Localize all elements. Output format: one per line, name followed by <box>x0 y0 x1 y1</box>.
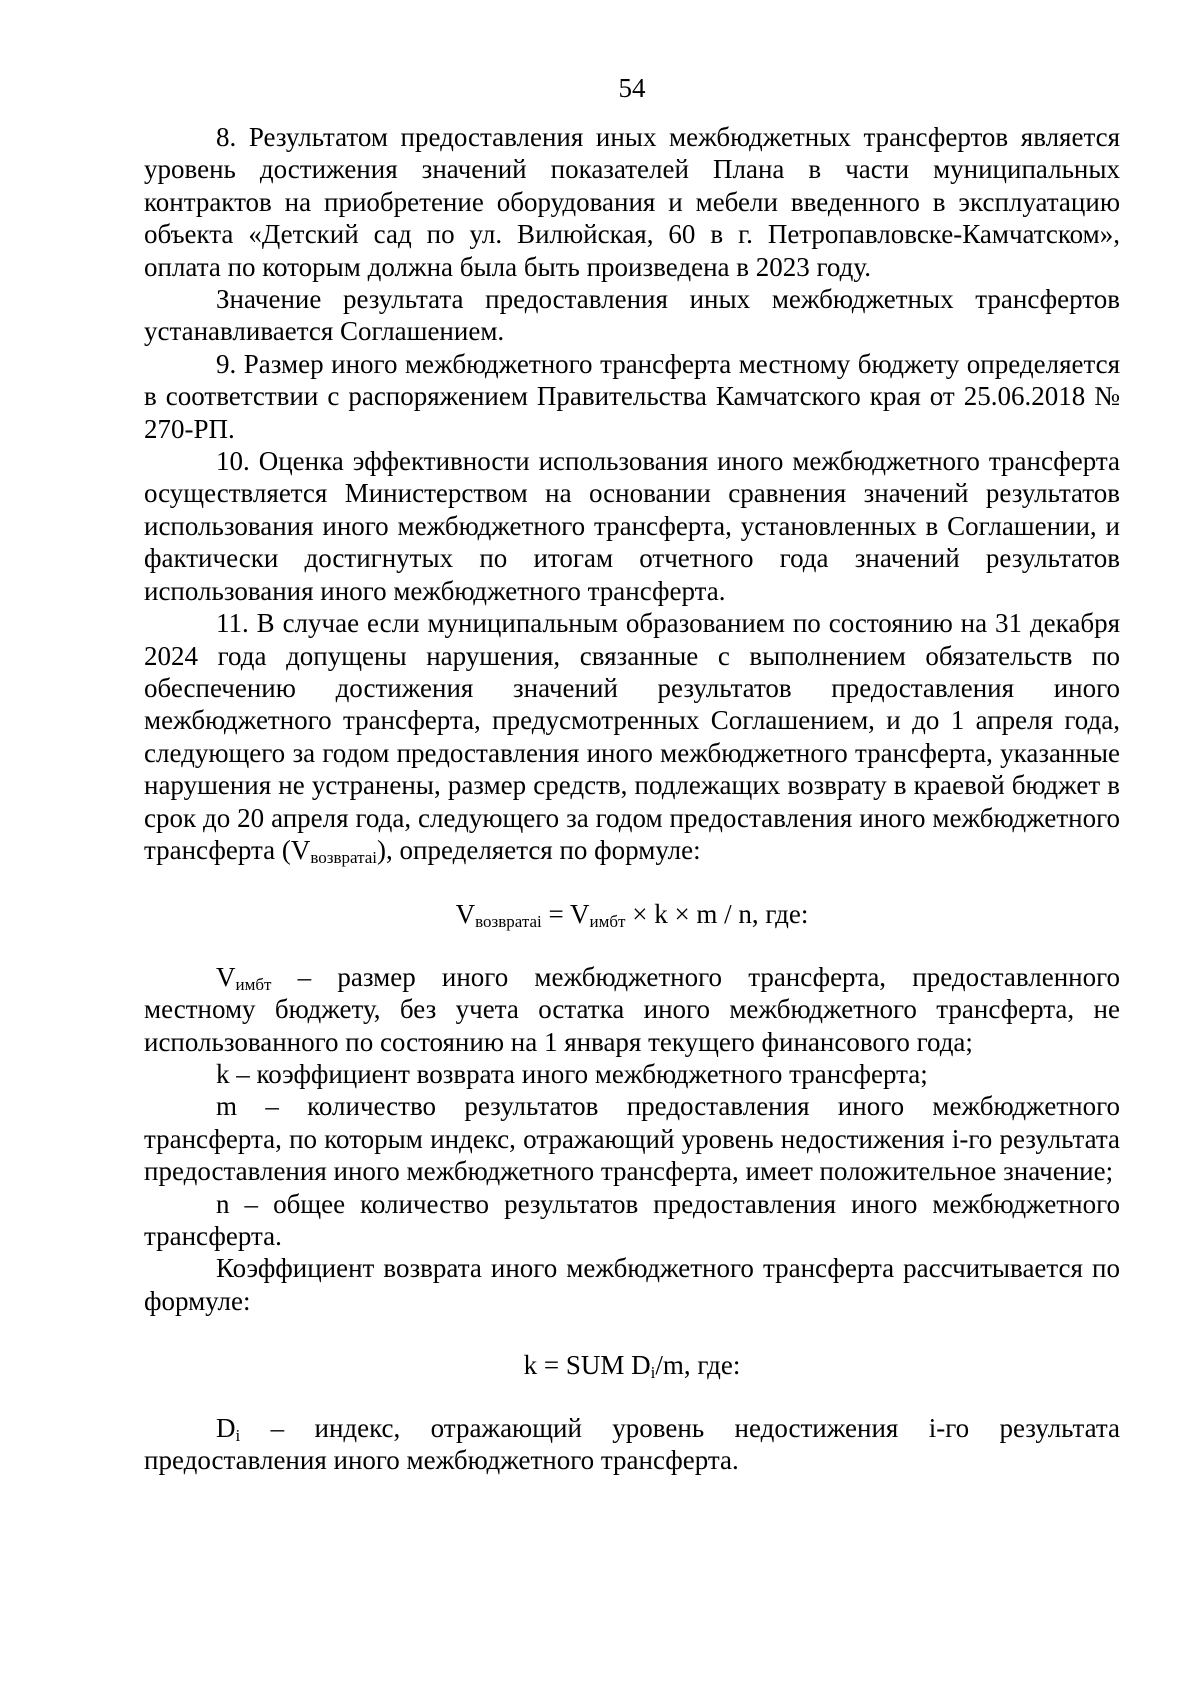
definition-d-symbol: D <box>216 1412 236 1443</box>
definition-k: k – коэффициент возврата иного межбюджетного трансферта; <box>216 1058 928 1089</box>
paragraph-11 <box>144 607 1120 866</box>
page-number: 54 <box>618 73 646 103</box>
definition-n: n – общее количество результатов предоставления иного межбюджетного трансферта. <box>144 1188 1120 1251</box>
formula-2-subscript: i <box>650 1363 656 1383</box>
paragraph-8-result-value: Значение результата предоставления иных межбюджетных трансфертов устанавливается Соглашением. <box>144 284 1120 347</box>
formula-1-v: V <box>455 899 476 930</box>
definition-d-subscript: i <box>235 1425 241 1445</box>
definition-vimbt-symbol: V <box>216 961 236 992</box>
formula-1-end: × k × m / n, где: <box>625 899 809 930</box>
definition-vimbt <box>144 961 1120 1058</box>
definition-vimbt-subscript: имбт <box>235 974 272 994</box>
formula-1-sub-2: имбт <box>589 912 626 932</box>
paragraph-9: 9. Размер иного межбюджетного трансферта местному бюджету определяется в соответствии с распоряжением Правительства Камчатского края от 25.06.2018 № 270-РП. <box>144 348 1120 444</box>
definition-d <box>144 1412 1120 1477</box>
formula-coefficient <box>144 1349 1120 1381</box>
definition-d-text: – индекс, отражающий уровень недостижения i-го результата предоставления иного межбюджетного трансферта. <box>144 1412 1120 1476</box>
paragraph-8: 8. Результатом предоставления иных межбюджетных трансфертов является уровень достижения значений показателей Плана в части муниципальных контрактов на приобретение оборудования и мебели введенного в эксплуатацию объекта «Детский сад по ул. Вилюйская, 60 в г. Петропавловске-Камчатском», оплата по которым должна была быть произведена в 2023 году. <box>144 122 1120 282</box>
paragraph-11-text-end: ), определяется по формуле: <box>377 834 701 865</box>
formula-2-end: /m, где: <box>655 1350 741 1381</box>
definition-vimbt-text: – размер иного межбюджетного трансферта, предоставленного местному бюджету, без учета остатка иного межбюджетного трансферта, не использованного по состоянию на 1 января текущего финансового года; <box>144 961 1120 1057</box>
formula-return-amount <box>144 898 1120 930</box>
definition-m: m – количество результатов предоставления иного межбюджетного трансферта, по которым индекс, отражающий уровень недостижения i-го результата предоставления иного межбюджетного трансферта, имеет положительное значение; <box>144 1091 1120 1187</box>
formula-2-start: k = SUM D <box>523 1350 651 1381</box>
formula-1-sub-1: возвратаi <box>475 912 542 932</box>
paragraph-10: 10. Оценка эффективности использования иного межбюджетного трансферта осуществляется Министерством на основании сравнения значений результатов использования иного межбюджетного трансферта, установленных в Соглашении, и фактически достигнутых по итогам отчетного года значений результатов использования иного межбюджетного трансферта. <box>144 446 1120 606</box>
paragraph-coefficient: Коэффициент возврата иного межбюджетного трансферта рассчитывается по формуле: <box>144 1253 1120 1316</box>
spacer <box>144 1317 1120 1349</box>
paragraph-11-text: 11. В случае если муниципальным образованием по состоянию на 31 декабря 2024 года допущены нарушения, связанные с выполнением обязательств по обеспечению достижения значений результатов предоставления иного межбюджетного трансферта, предусмотренных Соглашением, и до 1 апреля года, следующего за годом предоставления иного межбюджетного трансферта, указанные нарушения не устранены, размер средств, подлежащих возврату в краевой бюджет в срок до 20 апреля года, следующего за годом предоставления иного межбюджетного трансферта (V <box>144 608 1120 865</box>
spacer <box>144 866 1120 898</box>
spacer <box>144 1382 1120 1412</box>
document-body <box>144 121 1120 1476</box>
spacer <box>144 931 1120 961</box>
paragraph-11-subscript: возвратаi <box>310 847 378 867</box>
formula-1-mid: = V <box>541 899 590 930</box>
